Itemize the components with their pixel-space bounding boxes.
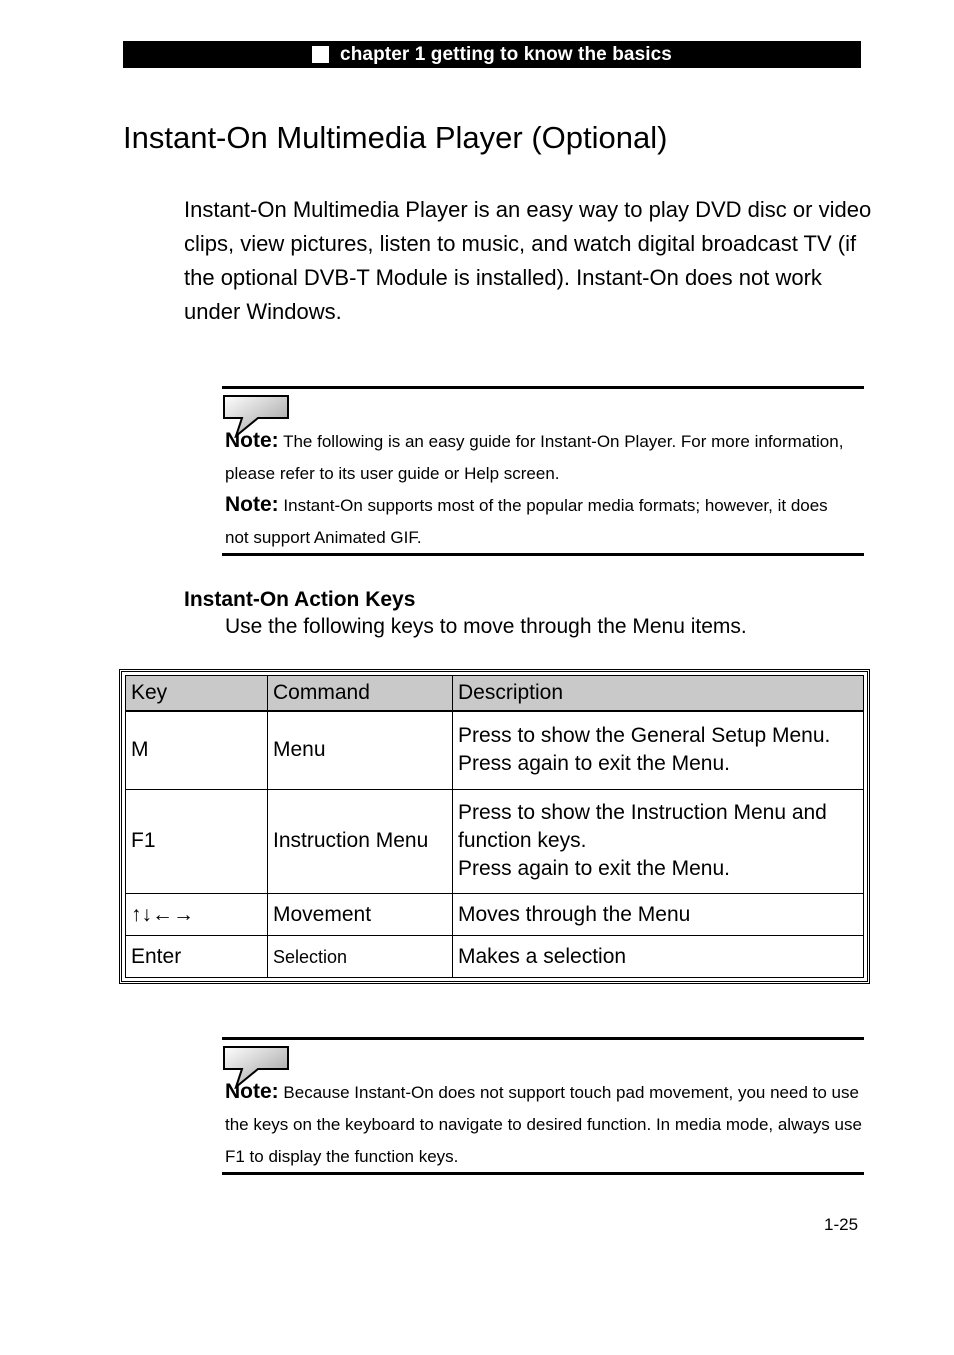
column-header: Description [453,676,864,712]
note-label: Note: [225,429,279,452]
chapter-title: chapter 1 getting to know the basics [340,43,672,65]
description-line: Press to show the General Setup Menu. [458,724,831,748]
action-keys-table [119,669,870,984]
page-number: 1-25 [824,1215,859,1234]
column-header: Command [268,676,453,712]
note-label: Note: [225,493,279,516]
table-row [126,894,864,936]
note-3 [225,1076,865,1173]
table-row [126,711,864,789]
column-header: Key [126,676,268,712]
note-2 [225,489,845,554]
intro-paragraph: Instant-On Multimedia Player is an easy way to play DVD disc or video clips, view pictures, listen to music, and watch digital broadcast TV (if the optional DVB-T Module is installed). Instant-On does not work under Windows. [184,197,872,324]
table-row [126,936,864,978]
action-keys-heading: Instant-On Action Keys [184,588,416,611]
description-line: Press again to exit the Menu. [458,752,730,776]
note-label: Note: [225,1080,279,1103]
description-line: Press again to exit the Menu. [458,857,730,881]
table-header-row [126,676,864,712]
description-cell [453,711,864,789]
command-cell: Menu [268,711,453,789]
header-square-icon [312,46,329,63]
table-row [126,789,864,893]
description-line: Press to show the Instruction Menu and function keys. [458,801,827,853]
key-cell: M [126,711,268,789]
key-cell: F1 [126,789,268,893]
note-box-1 [222,386,864,556]
key-cell: Enter [126,936,268,978]
note-text: Because Instant-On does not support touch pad movement, you need to use the keys on the keyboard to navigate to desired function. In media mode, always use F1 to display the function keys. [225,1083,862,1166]
command-cell: Movement [268,894,453,936]
chapter-header [123,41,861,68]
note-box-2 [222,1037,864,1175]
description-line: Moves through the Menu [458,902,691,926]
note-text: Instant-On supports most of the popular media formats; however, it does not support Animated GIF. [225,496,828,547]
key-cell: ↑↓←→ [126,894,268,936]
action-keys-intro: Use the following keys to move through the Menu items. [225,615,747,638]
command-cell: Selection [268,936,453,978]
description-cell [453,789,864,893]
description-line: Makes a selection [458,944,627,968]
note-text: The following is an easy guide for Instant-On Player. For more information, please refer to its user guide or Help screen. [225,432,844,483]
description-cell [453,936,864,978]
description-cell [453,894,864,936]
note-1 [225,425,845,490]
command-cell: Instruction Menu [268,789,453,893]
page-title: Instant-On Multimedia Player (Optional) [123,120,668,155]
